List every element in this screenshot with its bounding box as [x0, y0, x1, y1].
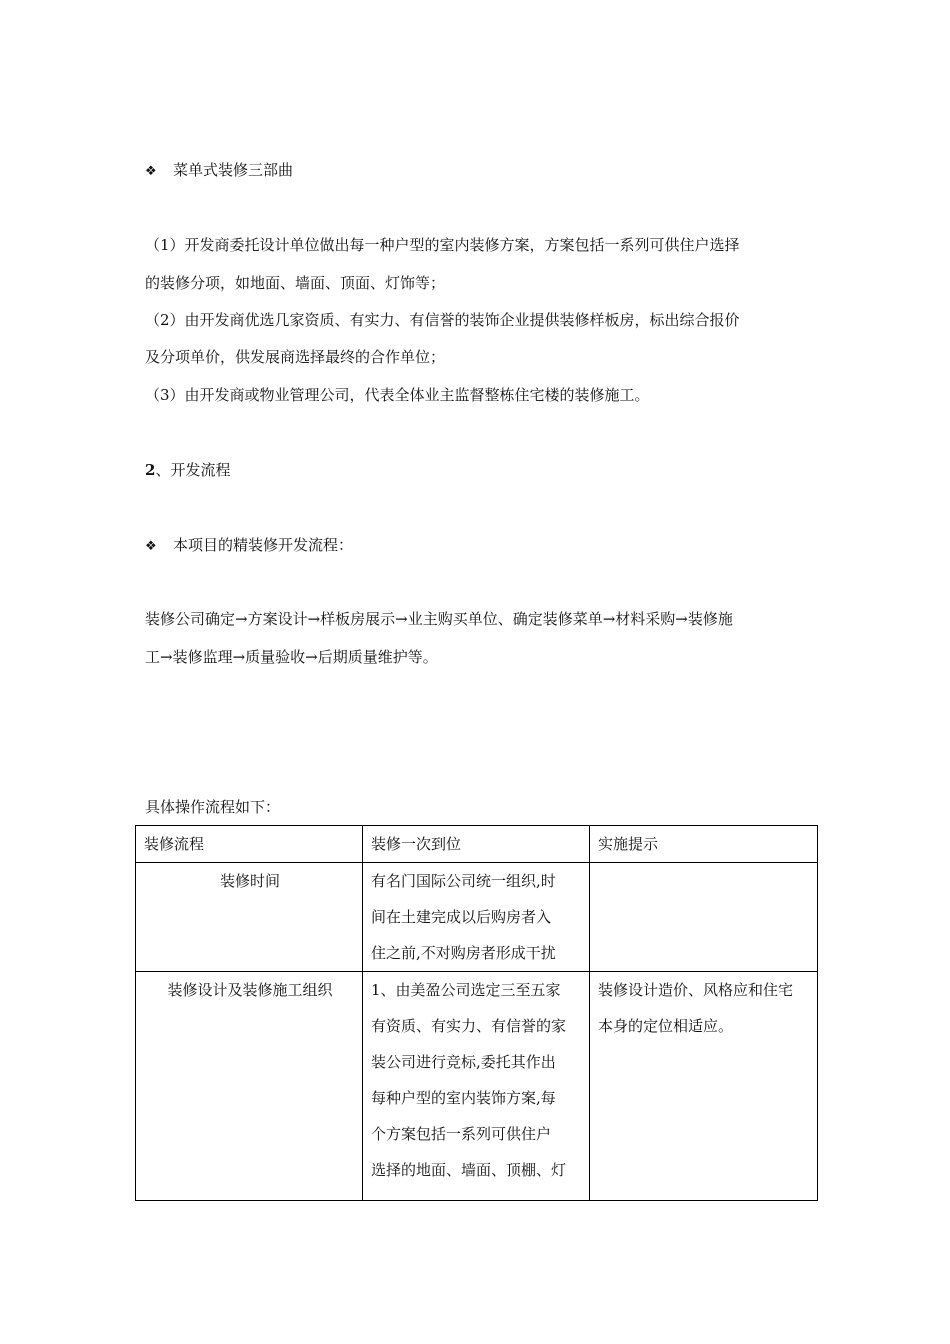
paragraph-line: （2）由开发商优选几家资质、有实力、有信誉的装饰企业提供装修样板房，标出综合报价: [145, 311, 740, 329]
process-table: [135, 825, 818, 1201]
table-row: [136, 863, 818, 972]
table-header-cell: 实施提示: [590, 826, 818, 863]
table-cell-process: 装修时间: [136, 863, 363, 972]
section-heading-text: 菜单式装修三部曲: [173, 161, 294, 179]
paragraph-line: 的装修分项，如地面、墙面、顶面、灯饰等；: [145, 274, 446, 292]
flow-line: 装修公司确定→方案设计→样板房展示→业主购买单位、确定装修菜单→材料采购→装修施: [145, 610, 733, 628]
table-header-cell: 装修一次到位: [363, 826, 590, 863]
table-cell-hint: [590, 863, 818, 972]
paragraph-line: （1）开发商委托设计单位做出每一种户型的室内装修方案，方案包括一系列可供住户选择: [145, 236, 740, 254]
table-cell-hint: 装修设计造价、风格应和住宅 本身的定位相适应。: [590, 972, 818, 1201]
section-heading-fitout-process: [145, 535, 353, 557]
table-cell-one-time: 1、由美盈公司选定三至五家 有资质、有实力、有信誉的家 装公司进行竞标,委托其作出 每种户型的室内装饰方案,每 个方案包括一系列可供住户 选择的地面、墙面、顶棚、灯: [363, 972, 590, 1201]
table-cell-one-time: 有名门国际公司统一组织,时 间在土建完成以后购房者入 住之前,不对购房者形成干扰: [363, 863, 590, 972]
section-title-development-process: [145, 460, 230, 480]
diamond-bullet-icon: ❖: [145, 539, 157, 554]
table-intro: 具体操作流程如下：: [145, 798, 281, 816]
table-cell-process: 装修设计及装修施工组织: [136, 972, 363, 1201]
table-header-row: [136, 826, 818, 863]
section-title-text: 、开发流程: [155, 461, 231, 479]
table-header-cell: 装修流程: [136, 826, 363, 863]
table-row: [136, 972, 818, 1201]
diamond-bullet-icon: ❖: [145, 164, 157, 179]
paragraph-line: 及分项单价，供发展商选择最终的合作单位；: [145, 348, 446, 366]
section-heading-text: 本项目的精装修开发流程：: [173, 536, 354, 554]
flow-line: 工→装修监理→质量验收→后期质量维护等。: [145, 648, 438, 666]
section-number: 2: [145, 461, 156, 479]
section-heading-menu-style: [145, 160, 293, 182]
paragraph-line: （3）由开发商或物业管理公司，代表全体业主监督整栋住宅楼的装修施工。: [145, 386, 650, 404]
